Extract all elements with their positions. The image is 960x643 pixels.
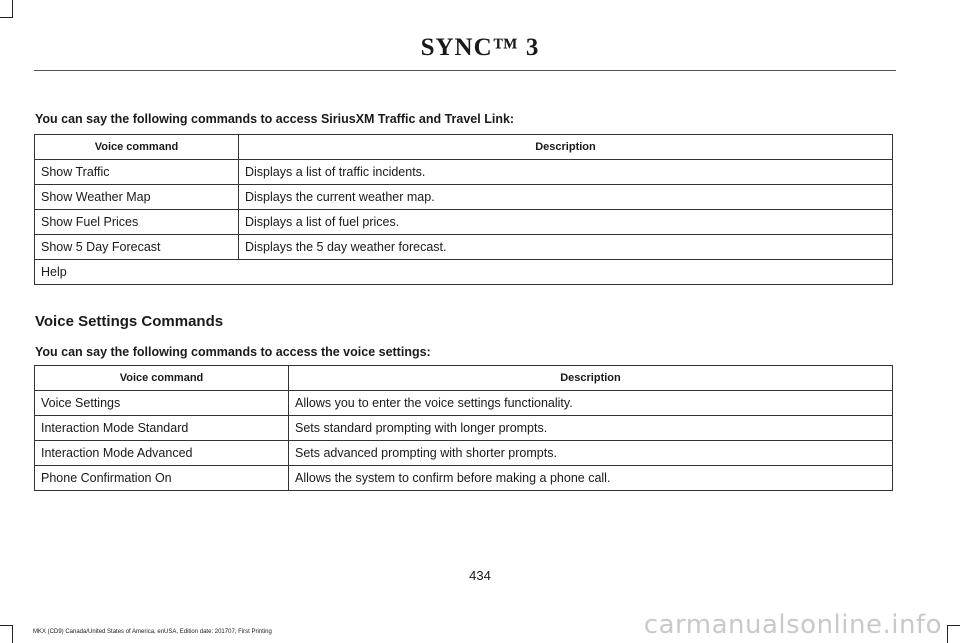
intro-text-voice-settings: You can say the following commands to access the voice settings: [35, 345, 431, 359]
description-cell: Displays the 5 day weather forecast. [239, 235, 893, 260]
table-row [35, 210, 893, 235]
voice-command-cell: Show Weather Map [35, 185, 239, 210]
voice-command-cell: Help [35, 260, 893, 285]
description-cell: Sets standard prompting with longer prompts. [289, 416, 893, 441]
table-row [35, 160, 893, 185]
description-cell: Sets advanced prompting with shorter prompts. [289, 441, 893, 466]
page-title: SYNC™ 3 [420, 34, 540, 61]
voice-command-cell: Show Fuel Prices [35, 210, 239, 235]
crop-mark [0, 17, 12, 18]
crop-mark [12, 625, 13, 643]
voice-command-cell: Interaction Mode Standard [35, 416, 289, 441]
description-cell: Displays the current weather map. [239, 185, 893, 210]
table-row [35, 185, 893, 210]
table-row [35, 416, 893, 441]
crop-mark [12, 0, 13, 18]
voice-command-cell: Show Traffic [35, 160, 239, 185]
intro-text-traffic: You can say the following commands to access SiriusXM Traffic and Travel Link: [35, 112, 515, 126]
table-row [35, 235, 893, 260]
column-header: Voice command [35, 135, 239, 160]
table-header-row [35, 135, 893, 160]
traffic-commands-table [34, 134, 893, 285]
voice-command-cell: Interaction Mode Advanced [35, 441, 289, 466]
edition-footer: MKX (CD9) Canada/United States of America, enUSA, Edition date: 201707, First Printing [33, 629, 272, 635]
voice-command-cell: Show 5 Day Forecast [35, 235, 239, 260]
table-row [35, 441, 893, 466]
section-heading: Voice Settings Commands [35, 313, 224, 330]
crop-mark [947, 625, 948, 643]
voice-command-cell: Phone Confirmation On [35, 466, 289, 491]
column-header: Description [239, 135, 893, 160]
voice-command-cell: Voice Settings [35, 391, 289, 416]
header-divider [34, 70, 896, 71]
table-row [35, 466, 893, 491]
crop-mark [948, 625, 960, 626]
table-row [35, 260, 893, 285]
description-cell: Displays a list of fuel prices. [239, 210, 893, 235]
column-header: Description [289, 366, 893, 391]
table-header-row [35, 366, 893, 391]
description-cell: Displays a list of traffic incidents. [239, 160, 893, 185]
table-row [35, 391, 893, 416]
description-cell: Allows you to enter the voice settings functionality. [289, 391, 893, 416]
voice-settings-commands-table [34, 365, 893, 491]
page-number: 434 [469, 568, 491, 583]
crop-mark [0, 625, 12, 626]
description-cell: Allows the system to confirm before making a phone call. [289, 466, 893, 491]
watermark: carmanualsonline.info [643, 610, 942, 640]
column-header: Voice command [35, 366, 289, 391]
